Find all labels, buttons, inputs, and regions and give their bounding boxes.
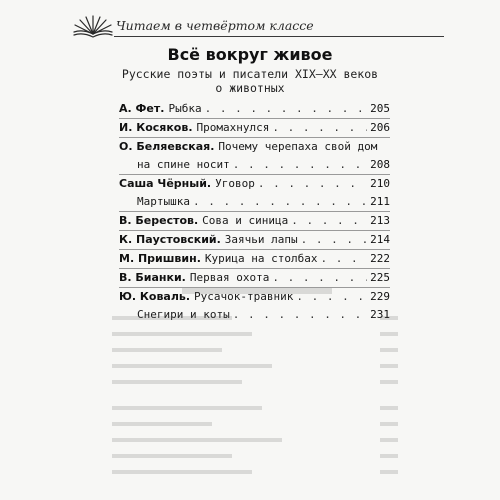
toc-entry — [119, 231, 390, 249]
toc-author: К. Паустовский. — [119, 233, 221, 246]
toc-author: А. Фет. — [119, 102, 165, 115]
toc-entry — [119, 138, 390, 174]
toc-work-title: Первая охота — [189, 271, 270, 284]
section-subtitle-line-2: о животных — [215, 81, 285, 95]
toc-page-number: 225 — [370, 271, 390, 284]
toc-work-title: Снегири и коты — [137, 308, 230, 321]
toc-work-title: Почему черепаха свой дом — [218, 140, 378, 153]
open-book-icon — [72, 10, 114, 38]
dot-leader — [258, 175, 367, 193]
toc-page-number: 208 — [370, 158, 390, 171]
toc-line — [119, 156, 390, 174]
toc-line — [119, 231, 390, 249]
dot-leader — [193, 193, 367, 211]
toc-line — [119, 269, 390, 287]
toc-line — [119, 212, 390, 230]
toc-work-title: Заячьи лапы — [224, 233, 298, 246]
toc-page-number: 206 — [370, 121, 390, 134]
section-subtitle-line-1: Русские поэты и писатели XIX—XX веков — [121, 67, 379, 81]
toc-author: Саша Чёрный. — [119, 177, 212, 190]
bleed-through-text — [112, 288, 402, 488]
toc-entry — [119, 175, 390, 211]
running-header — [72, 10, 432, 40]
dot-leader — [205, 100, 368, 118]
toc-entry — [119, 119, 390, 137]
toc-line — [119, 100, 390, 118]
toc-entry — [119, 100, 390, 118]
toc-line — [119, 175, 390, 193]
toc-entry — [119, 212, 390, 230]
toc-page-number: 231 — [370, 308, 390, 321]
toc-entry — [119, 269, 390, 287]
dot-leader — [272, 269, 367, 287]
toc-page-number: 222 — [370, 252, 390, 265]
toc-author: В. Берестов. — [119, 214, 199, 227]
toc-work-title: Курица на столбах — [204, 252, 318, 265]
toc-work-title: на спине носит — [137, 158, 230, 171]
toc-page-number: 211 — [370, 195, 390, 208]
dot-leader — [320, 250, 367, 268]
toc-work-title: Русачок-травник — [194, 290, 294, 303]
header-title: Читаем в четвёртом классе — [116, 18, 314, 33]
toc-author: В. Бианки. — [119, 271, 186, 284]
dot-leader — [301, 231, 367, 249]
toc-work-title: Сова и синица — [202, 214, 289, 227]
toc-author: М. Пришвин. — [119, 252, 201, 265]
toc-author: О. Беляевская. — [119, 140, 215, 153]
dot-leader — [233, 156, 367, 174]
toc-work-title: Мартышка — [137, 195, 190, 208]
toc-work-title: Уговор — [215, 177, 255, 190]
header-rule — [114, 36, 444, 37]
toc-page-number: 229 — [370, 290, 390, 303]
toc-line — [119, 138, 390, 156]
toc-page-number: 214 — [370, 233, 390, 246]
toc-page-number: 205 — [370, 102, 390, 115]
toc-page-number: 213 — [370, 214, 390, 227]
toc-work-title: Рыбка — [168, 102, 202, 115]
toc-line — [119, 119, 390, 137]
toc-author: Ю. Коваль. — [119, 290, 191, 303]
dot-leader — [291, 212, 367, 230]
toc-entry — [119, 250, 390, 268]
toc-line — [119, 193, 390, 211]
toc-author: И. Косяков. — [119, 121, 193, 134]
dot-leader — [272, 119, 367, 137]
section-title: Всё вокруг живое — [167, 45, 333, 64]
toc-work-title: Промахнулся — [196, 121, 270, 134]
toc-page-number: 210 — [370, 177, 390, 190]
toc-line — [119, 250, 390, 268]
